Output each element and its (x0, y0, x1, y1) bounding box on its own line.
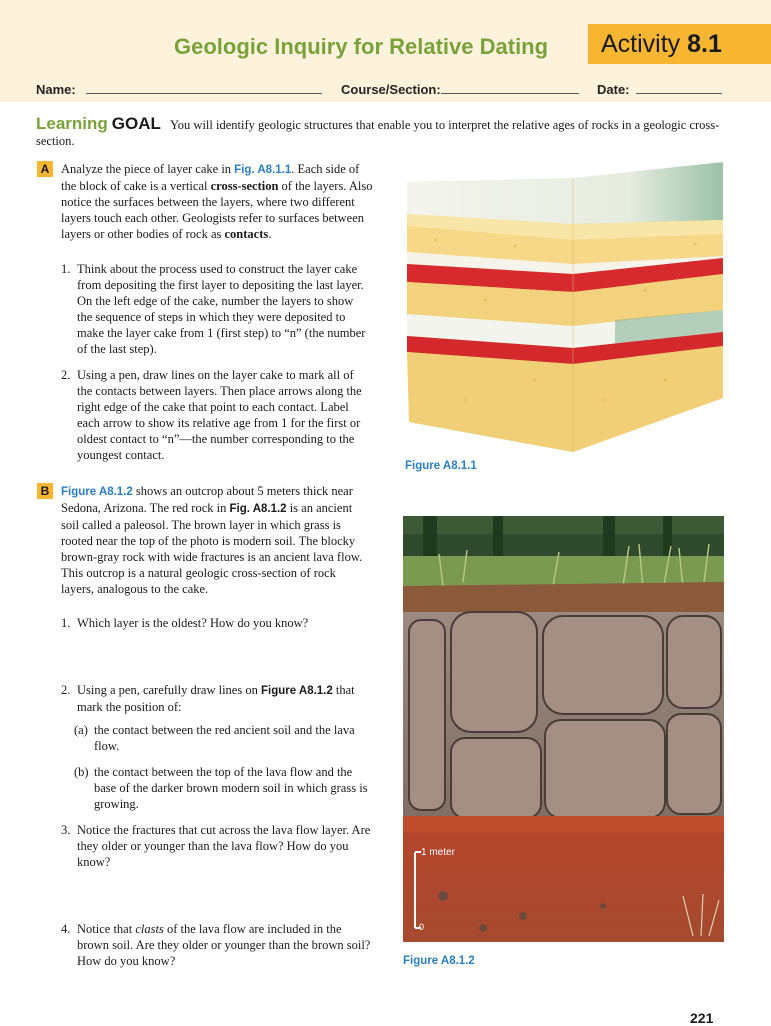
fig-ref-a811: Fig. A8.1.1 (234, 164, 292, 176)
page-number: 221 (690, 1010, 714, 1026)
course-line[interactable] (441, 93, 579, 94)
name-line[interactable] (86, 93, 322, 94)
question-number: 1. (61, 616, 71, 630)
figure-caption-a811: Figure A8.1.1 (405, 460, 477, 472)
outcrop-photo (403, 516, 724, 942)
activity-badge (588, 24, 771, 64)
learning-heading: Learning (36, 114, 108, 133)
question-text: Using a pen, draw lines on the layer cake to mark all of the contacts between layers. Then place arrows along the right edge of the cake that point to each contact. Label each arrow to show its relative age from 1 for the first or oldest contact to “n”—the number corresponding to the youngest contact. (77, 368, 362, 462)
question-number: 2. (61, 368, 71, 382)
section-a-badge: A (37, 161, 53, 177)
sub-question-text: the contact between the top of the lava flow and the base of the darker brown modern soil in which grass is growing. (94, 765, 368, 811)
section-b-text-2: is an ancient soil called a paleosol. The brown layer in which grass is rooted near the top of the photo is modern soil. The blocky brown-gray rock with wide fractures is an ancient lava flow. This outcrop is a natural geologic cross-section of rock layers, analogous to the cake. (61, 501, 363, 596)
question-number: 4. (61, 922, 71, 936)
goal-heading: GOAL (111, 114, 161, 133)
question-text (77, 682, 371, 715)
name-label: Name: (36, 82, 76, 97)
section-b-badge: B (37, 483, 53, 499)
section-a-text-1: Analyze the piece of layer cake in (61, 162, 235, 176)
activity-number: 8.1 (687, 30, 722, 58)
term-contacts: contacts (224, 227, 269, 241)
question-text: Notice the fractures that cut across the lava flow layer. Are they older or younger than the lava flow? How do you know? (77, 823, 371, 869)
section-b-text-1: shows an outcrop about 5 meters thick near Sedona, Arizona. The red rock in (61, 484, 353, 515)
fig-ref-a812-bold: Fig. A8.1.2 (229, 503, 287, 515)
q4-text-a: Notice that (77, 922, 136, 936)
question-number: 2. (61, 683, 71, 697)
sub-question-text: the contact between the red ancient soil and the lava flow. (94, 723, 355, 753)
question-text (77, 921, 371, 969)
section-a-text-4: . (268, 227, 272, 241)
question-number: 1. (61, 262, 71, 276)
term-clasts: clasts (135, 922, 164, 936)
date-label: Date: (597, 82, 630, 97)
q2-text-b: that mark the position of: (77, 683, 355, 714)
sub-question-label: (a) (74, 723, 88, 737)
goal-text: You will identify geologic structures that enable you to interpret the relative ages of rocks in a geologic cross-section. (36, 118, 720, 148)
layer-cake-photo (405, 160, 725, 458)
section-a-text-3: of the layers. Also notice the surfaces between the layers, where two different layers touch each other. Geologists refer to surfaces between layers or other bodies of rock as (61, 179, 373, 241)
course-label: Course/Section: (341, 82, 441, 97)
figure-caption-a812: Figure A8.1.2 (403, 955, 475, 967)
question-text: Think about the process used to construct the layer cake from depositing the first layer to depositing the last layer. On the left edge of the cake, number the layers to show the sequence of steps in which they were deposited to make the layer cake from 1 (first step) to “n” (the number of the last step). (77, 262, 366, 356)
sub-question-label: (b) (74, 765, 89, 779)
question-number: 3. (61, 823, 71, 837)
section-a-text-2: . Each side of the block of cake is a vertical (61, 162, 360, 193)
q2-fig-ref: Figure A8.1.2 (260, 685, 333, 697)
activity-title: Geologic Inquiry for Relative Dating (174, 34, 549, 59)
fig-ref-a812: Figure A8.1.2 (61, 486, 133, 498)
activity-word: Activity (601, 30, 681, 58)
learning-goal (36, 116, 736, 149)
scale-label: 1 meter (421, 847, 455, 858)
date-line[interactable] (636, 93, 722, 94)
term-cross-section: cross-section (210, 179, 279, 193)
section-b-intro (61, 483, 371, 597)
section-a-intro (61, 161, 373, 242)
question-text: Which layer is the oldest? How do you know? (77, 616, 309, 630)
q2-text-a: Using a pen, carefully draw lines on (77, 683, 261, 697)
page-header (0, 0, 771, 102)
q4-text-b: of the lava flow are included in the brown soil. Are they older or younger than the brown soil? How do you know? (77, 922, 371, 968)
scale-zero: 0 (419, 922, 425, 932)
